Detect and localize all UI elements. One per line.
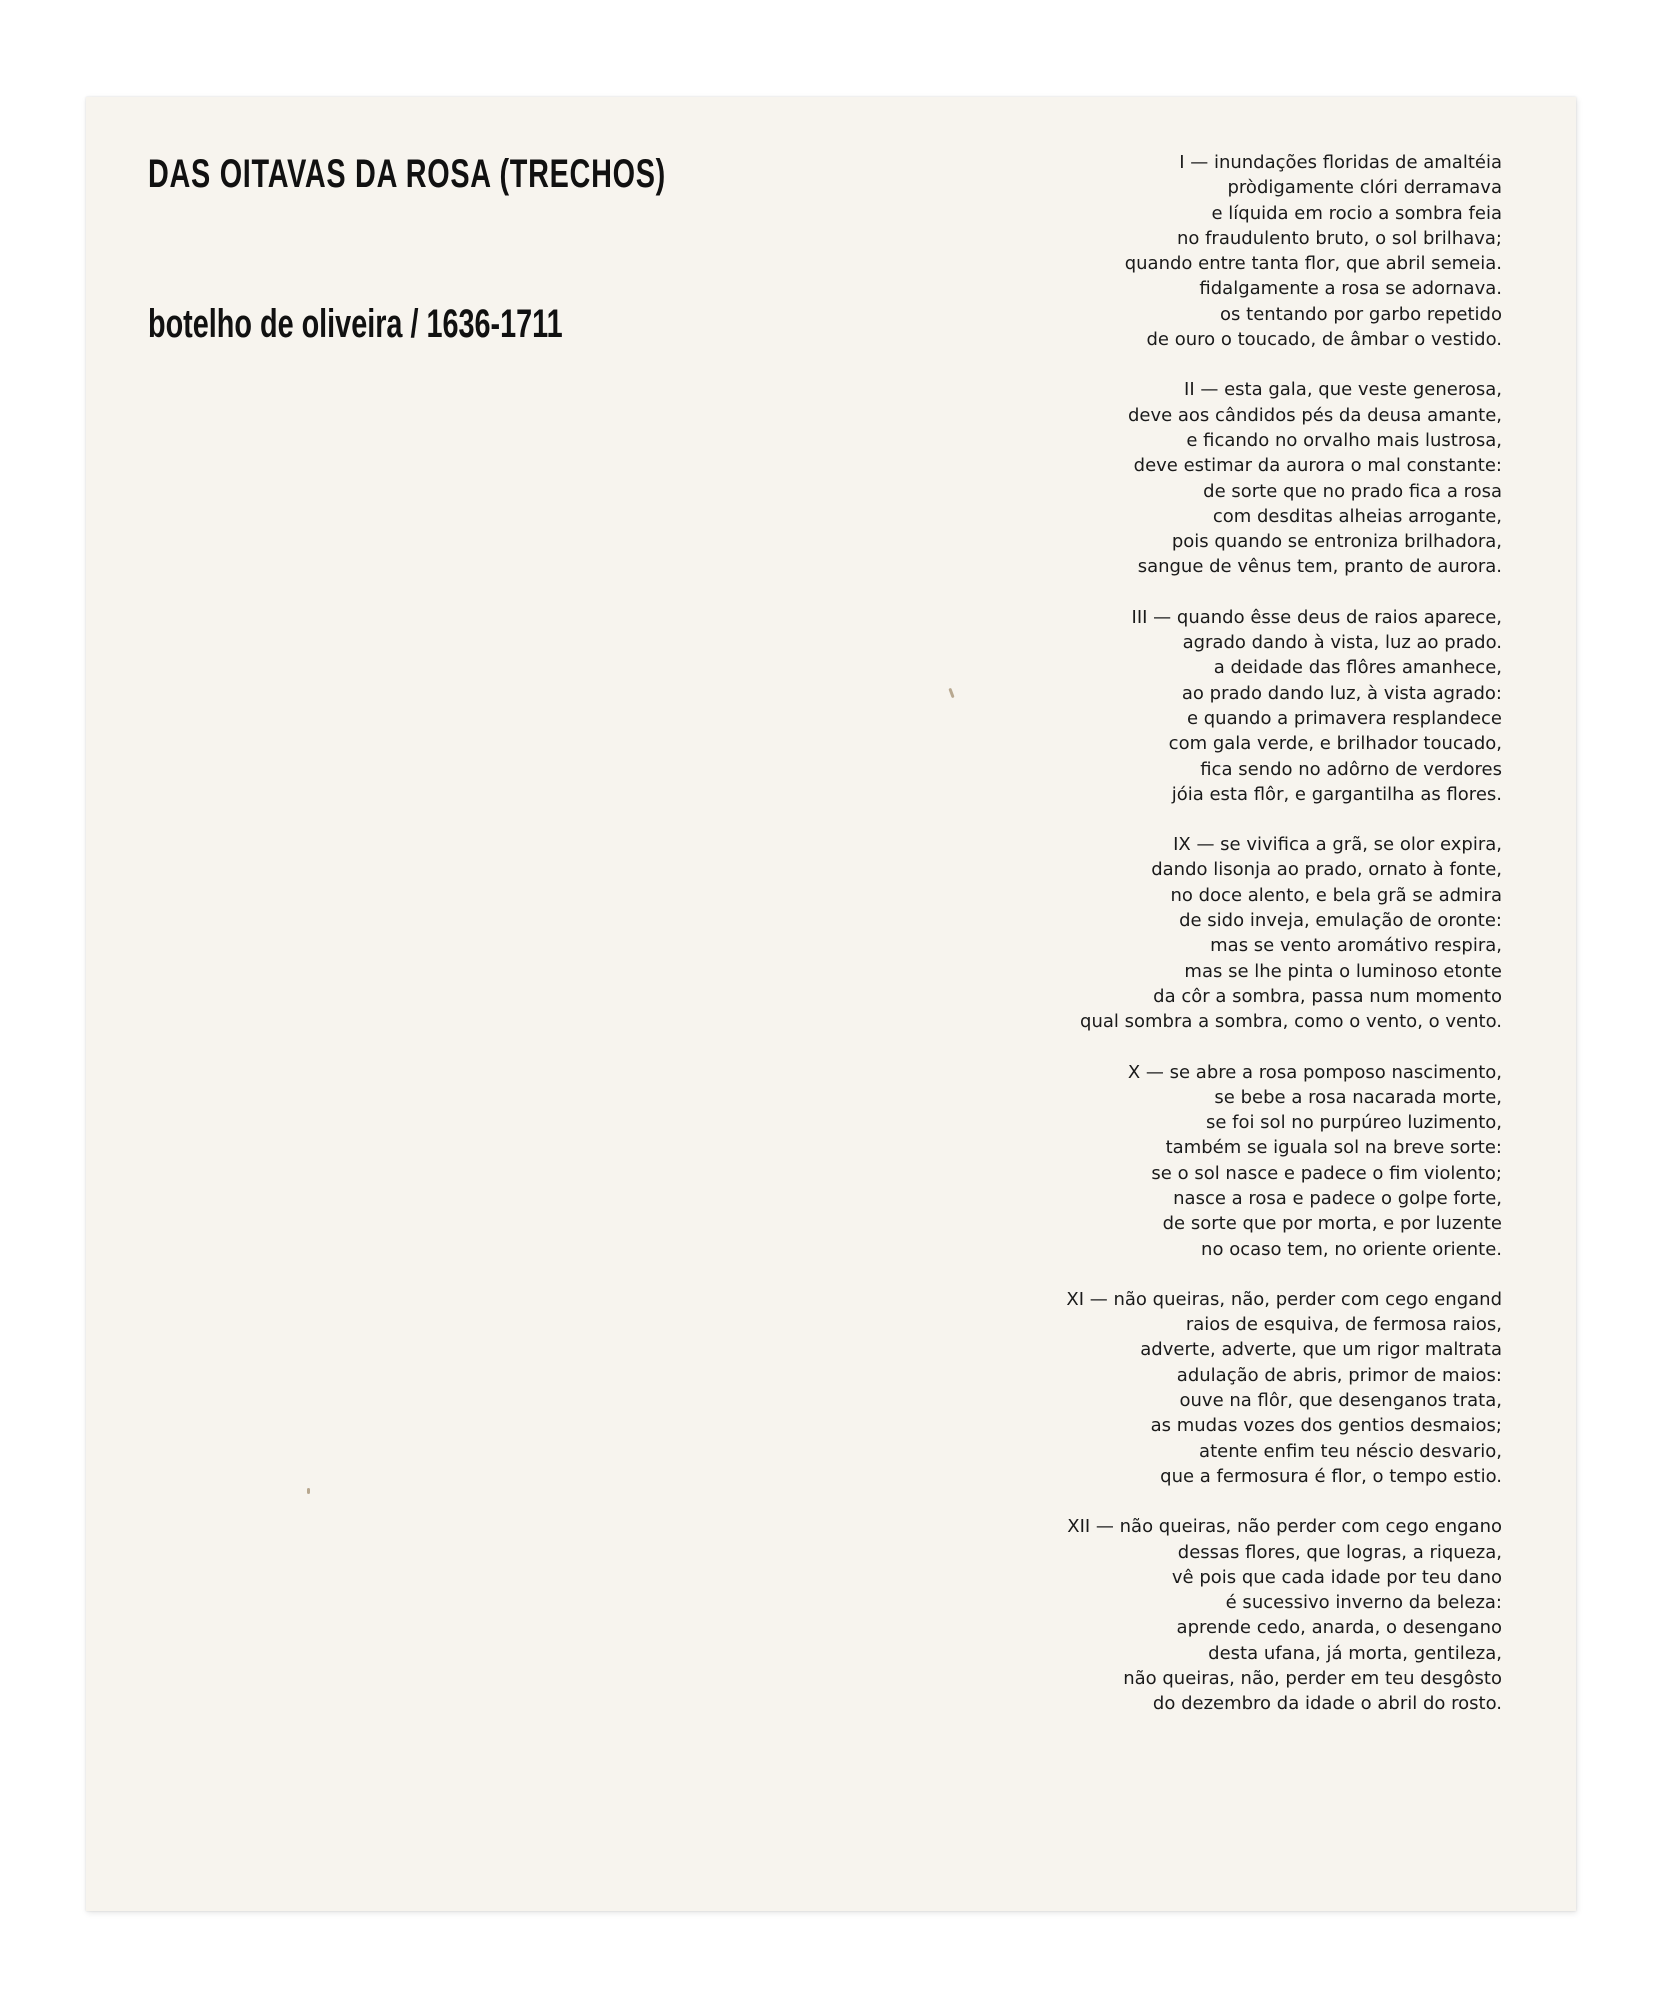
poem-line: pois quando se entroniza brilhadora, bbox=[1171, 531, 1502, 553]
poem-line: se bebe a rosa nacarada morte, bbox=[1214, 1086, 1502, 1108]
poem-line: que a fermosura é flor, o tempo estio. bbox=[1160, 1465, 1502, 1487]
poem-line: raios de esquiva, de fermosa raios, bbox=[1185, 1314, 1502, 1336]
poem-line: os tentando por garbo repetido bbox=[1220, 303, 1502, 325]
poem-line: atente enfim teu néscio desvario, bbox=[1199, 1440, 1502, 1462]
poem-line: de ouro o toucado, de âmbar o vestido. bbox=[1146, 329, 1502, 351]
author-line: botelho de oliveira / 1636-1711 bbox=[148, 302, 563, 346]
poem-line: vê pois que cada idade por teu dano bbox=[1171, 1566, 1502, 1588]
poem-line: desta ufana, já morta, gentileza, bbox=[1208, 1642, 1502, 1664]
poem-line: adulação de abris, primor de maios: bbox=[1176, 1364, 1502, 1386]
poem-line: aprende cedo, anarda, o desengano bbox=[1176, 1617, 1502, 1639]
poem-line: agrado dando à vista, luz ao prado. bbox=[1182, 632, 1502, 654]
poem-title: DAS OITAVAS DA ROSA (TRECHOS) bbox=[148, 152, 666, 196]
poem-line: com desditas alheias arrogante, bbox=[1212, 505, 1502, 527]
poem-line: fidalgamente a rosa se adornava. bbox=[1199, 278, 1502, 300]
poem-line: fica sendo no adôrno de verdores bbox=[1200, 758, 1502, 780]
poem-line: pròdigamente clóri derramava bbox=[1227, 177, 1502, 199]
poem-line: XII — não queiras, não perder com cego engano bbox=[1067, 1516, 1502, 1538]
poem-line: adverte, adverte, que um rigor maltrata bbox=[1140, 1339, 1502, 1361]
poem-line: é sucessivo inverno da beleza: bbox=[1225, 1592, 1502, 1614]
poem-line: de sido inveja, emulação de oronte: bbox=[1179, 910, 1502, 932]
poem-line: de sorte que por morta, e por luzente bbox=[1162, 1213, 1502, 1235]
poem-line: no fraudulento bruto, o sol brilhava; bbox=[1176, 227, 1502, 249]
poem-line: deve estimar da aurora o mal constante: bbox=[1133, 455, 1502, 477]
poem-line: se o sol nasce e padece o fim violento; bbox=[1151, 1162, 1502, 1184]
stanza-xi bbox=[882, 1287, 1502, 1489]
poem-line: a deidade das flôres amanhece, bbox=[1213, 657, 1502, 679]
poem-line: e ficando no orvalho mais lustrosa, bbox=[1186, 429, 1502, 451]
poem-line: qual sombra a sombra, como o vento, o vento. bbox=[1080, 1011, 1502, 1033]
poem-line: III — quando êsse deus de raios aparece, bbox=[1131, 606, 1502, 628]
poem-line: e quando a primavera resplandece bbox=[1186, 707, 1502, 729]
poem-line: ouve na flôr, que desenganos trata, bbox=[1179, 1390, 1502, 1412]
poem-line: quando entre tanta flor, que abril semeia. bbox=[1124, 253, 1502, 275]
poem-line: jóia esta flôr, e gargantilha as flores. bbox=[1171, 783, 1502, 805]
poem-line: ao prado dando luz, à vista agrado: bbox=[1181, 682, 1502, 704]
poem-line: com gala verde, e brilhador toucado, bbox=[1168, 733, 1502, 755]
poem-line: e líquida em rocio a sombra feia bbox=[1211, 202, 1502, 224]
poem-line: XI — não queiras, não, perder com cego engand bbox=[1066, 1288, 1502, 1310]
poem-line: mas se lhe pinta o luminoso etonte bbox=[1184, 960, 1502, 982]
poem-line: não queiras, não, perder em teu desgôsto bbox=[1123, 1668, 1502, 1690]
stanza-ii bbox=[882, 377, 1502, 579]
stanza-xii bbox=[882, 1514, 1502, 1716]
stanza-i bbox=[882, 150, 1502, 352]
poem-body bbox=[882, 150, 1502, 1742]
stanza-iii bbox=[882, 605, 1502, 807]
poem-line: as mudas vozes dos gentios desmaios; bbox=[1150, 1415, 1502, 1437]
poem-line: se foi sol no purpúreo luzimento, bbox=[1205, 1112, 1502, 1134]
stanza-ix bbox=[882, 832, 1502, 1034]
poem-line: de sorte que no prado fica a rosa bbox=[1203, 480, 1502, 502]
poem-line: sangue de vênus tem, pranto de aurora. bbox=[1137, 556, 1502, 578]
poem-line: IX — se vivifica a grã, se olor expira, bbox=[1173, 834, 1502, 856]
stanza-x bbox=[882, 1060, 1502, 1262]
poem-line: da côr a sombra, passa num momento bbox=[1153, 985, 1502, 1007]
poem-line: II — esta gala, que veste generosa, bbox=[1184, 379, 1502, 401]
poem-line: no doce alento, e bela grã se admira bbox=[1170, 884, 1502, 906]
poem-line: mas se vento aromátivo respira, bbox=[1210, 935, 1502, 957]
paper-speck bbox=[307, 1488, 310, 1494]
poem-line: dando lisonja ao prado, ornato à fonte, bbox=[1151, 859, 1502, 881]
poem-line: também se iguala sol na breve sorte: bbox=[1165, 1137, 1502, 1159]
poem-line: no ocaso tem, no oriente oriente. bbox=[1201, 1238, 1502, 1260]
poem-line: nasce a rosa e padece o golpe forte, bbox=[1173, 1187, 1502, 1209]
poem-line: X — se abre a rosa pomposo nascimento, bbox=[1127, 1061, 1502, 1083]
poem-line: I — inundações floridas de amaltéia bbox=[1179, 152, 1502, 173]
poem-line: do dezembro da idade o abril do rosto. bbox=[1152, 1693, 1502, 1715]
poem-line: dessas flores, que logras, a riqueza, bbox=[1177, 1541, 1502, 1563]
poem-line: deve aos cândidos pés da deusa amante, bbox=[1127, 404, 1502, 426]
